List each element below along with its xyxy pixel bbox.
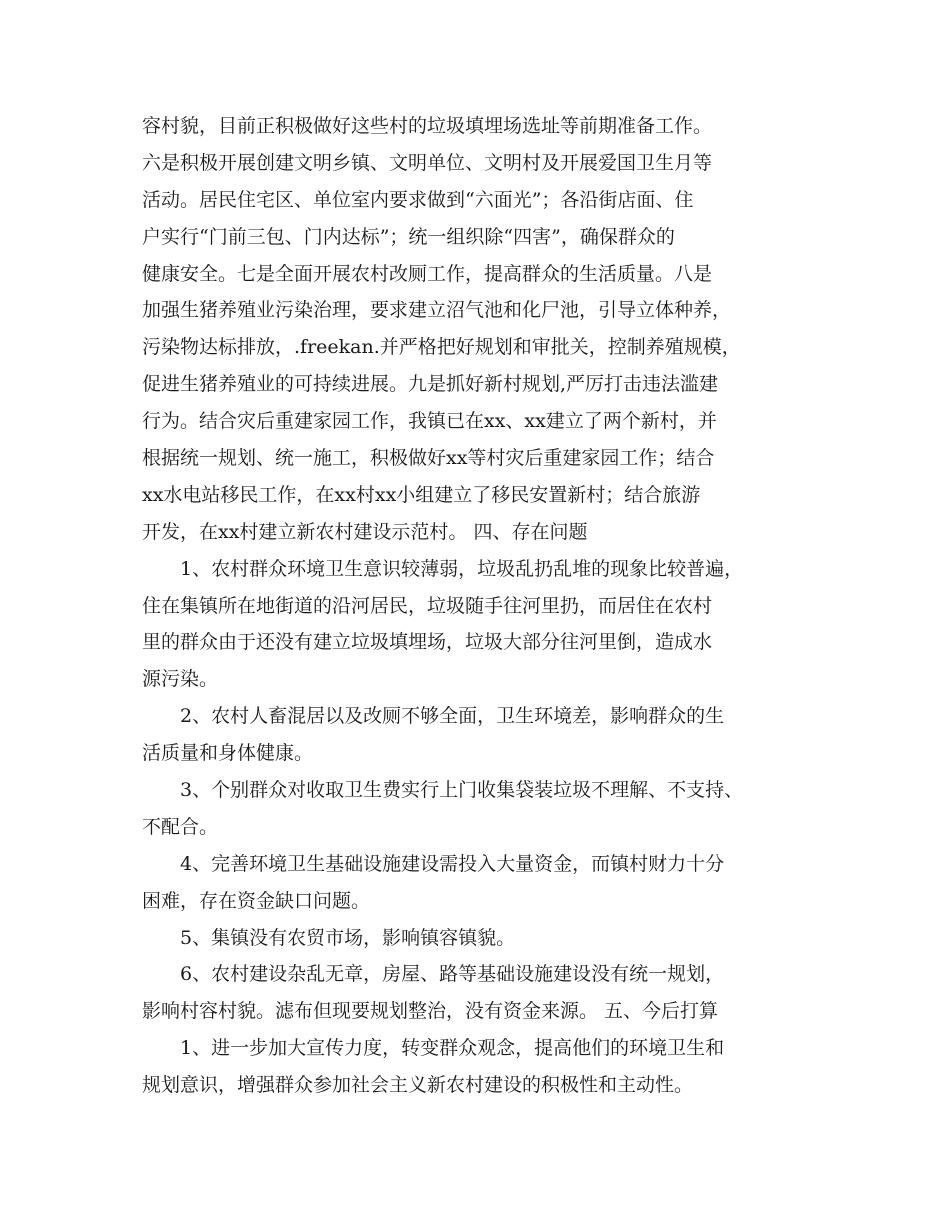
text-line: 1、进一步加大宣传力度，转变群众观念，提高他们的环境卫生和 [180, 1037, 725, 1060]
text-line: 1、农村群众环境卫生意识较薄弱，垃圾乱扔乱堆的现象比较普遍， [180, 557, 744, 580]
text-line: 六是积极开展创建文明乡镇、文明单位、文明村及开展爱国卫生月等 [142, 151, 713, 174]
text-line: 5、集镇没有农贸市场，影响镇容镇貌。 [180, 926, 516, 949]
body-text [142, 108, 822, 1104]
text-line: 6、农村建设杂乱无章，房屋、路等基础设施建设没有统一规划， [180, 963, 725, 986]
text-line: 4、完善环境卫生基础设施建设需投入大量资金，而镇村财力十分 [180, 852, 725, 875]
text-line: 促进生猪养殖业的可持续进展。九是抓好新村规划,严厉打击违法滥建 [142, 373, 719, 396]
text-line: 健康安全。七是全面开展农村改厕工作，提高群众的生活质量。八是 [142, 262, 713, 285]
text-line: 污染物达标排放，.freekan.并严格把好规划和审批关，控制养殖规模， [142, 336, 741, 359]
text-line: 里的群众由于还没有建立垃圾填埋场，垃圾大部分往河里倒，造成水 [142, 631, 713, 654]
text-line: 源污染。 [142, 668, 219, 691]
text-line: 住在集镇所在地街道的沿河居民，垃圾随手往河里扔，而居住在农村 [142, 594, 713, 617]
text-line: 容村貌，目前正积极做好这些村的垃圾填埋场选址等前期准备工作。 [142, 115, 713, 137]
text-line: 根据统一规划、统一施工，积极做好xx等村灾后重建家园工作；结合 [142, 447, 715, 470]
text-line: 困难，存在资金缺口问题。 [142, 889, 371, 912]
text-line: 3、个别群众对收取卫生费实行上门收集袋装垃圾不理解、不支持、 [180, 779, 744, 802]
text-line: 活质量和身体健康。 [142, 742, 314, 765]
text-line: 2、农村人畜混居以及改厕不够全面，卫生环境差，影响群众的生 [180, 705, 725, 728]
text-line: 规划意识，增强群众参加社会主义新农村建设的积极性和主动性。 [142, 1074, 694, 1097]
text-line: 影响村容村貌。滤布但现要规划整治，没有资金来源。 五、今后打算 [142, 1000, 719, 1023]
text-line: 加强生猪养殖业污染治理，要求建立沼气池和化尸池，引导立体种养， [142, 299, 732, 322]
text-line: xx水电站移民工作，在xx村xx小组建立了移民安置新村；结合旅游 [142, 483, 701, 506]
text-line: 户实行“门前三包、门内达标”；统一组织除“四害”，确保群众的 [142, 225, 675, 248]
text-line: 开发，在xx村建立新农村建设示范村。 四、存在问题 [142, 520, 588, 543]
text-line: 不配合。 [142, 815, 219, 838]
text-line: 活动。居民住宅区、单位室内要求做到“六面光”；各沿街店面、住 [142, 188, 694, 211]
text-line: 行为。结合灾后重建家园工作，我镇已在xx、xx建立了两个新村，并 [142, 410, 717, 433]
